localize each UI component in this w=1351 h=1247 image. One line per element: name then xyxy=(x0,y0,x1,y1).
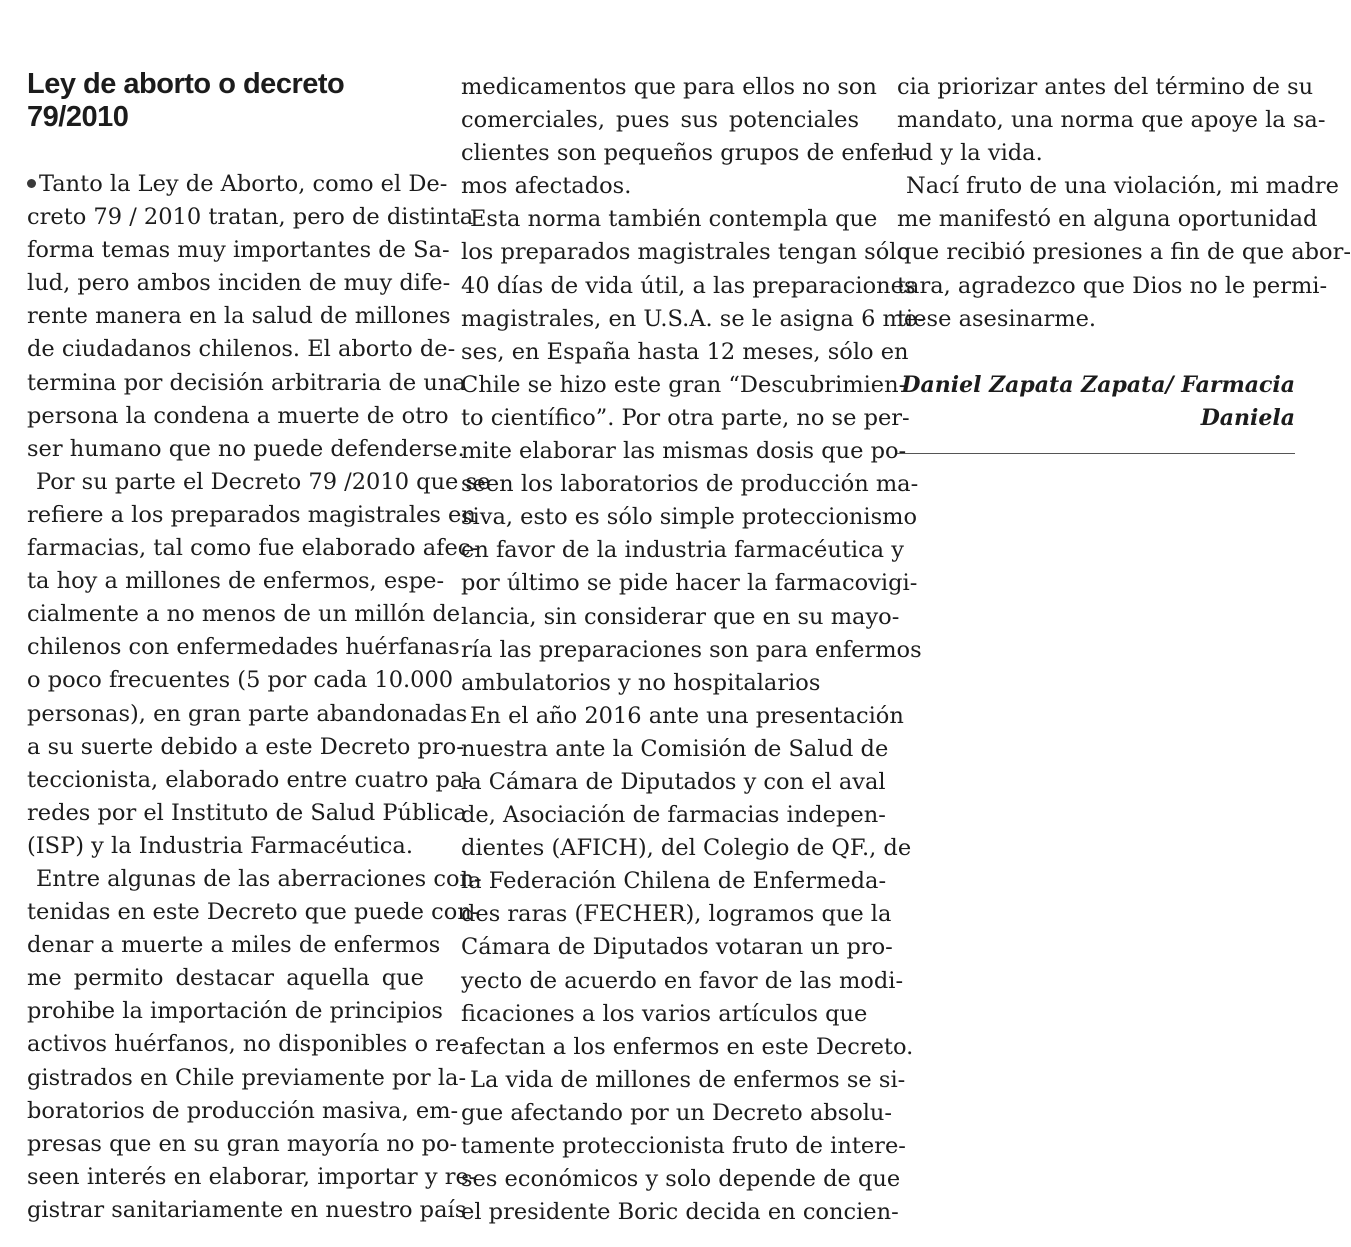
text-line: o poco frecuentes (5 por cada 10.000 xyxy=(27,667,454,694)
text-line: afectan a los enfermos en este Decreto. xyxy=(461,1033,914,1060)
text-line: ambulatorios y no hospitalarios xyxy=(461,669,821,696)
text-line: (ISP) y la Industria Farmacéutica. xyxy=(27,832,413,859)
text-line: refiere a los preparados magistrales en xyxy=(27,501,476,528)
text-line: mandato, una norma que apoye la sa- xyxy=(897,107,1326,134)
signature-line: Daniel Zapata Zapata/ Farmacia xyxy=(901,371,1295,398)
paragraph-6-continued xyxy=(897,71,1326,170)
text-line: lud y la vida. xyxy=(897,140,1043,167)
text-line: boratorios de producción masiva, em- xyxy=(27,1097,459,1124)
text-line: en favor de la industria farmacéutica y xyxy=(461,537,904,564)
text-line: cialmente a no menos de un millón de xyxy=(27,601,461,628)
text-line: gue afectando por un Decreto absolu- xyxy=(461,1099,893,1126)
text-line: denar a muerte a miles de enfermos xyxy=(27,932,441,959)
text-line: La vida de millones de enfermos se si- xyxy=(470,1066,906,1093)
text-line: la Federación Chilena de Enfermeda- xyxy=(461,868,887,895)
text-line: comerciales, pues sus potenciales xyxy=(461,107,859,134)
text-line: Cámara de Diputados votaran un pro- xyxy=(461,934,893,961)
text-line: me manifestó en alguna oportunidad xyxy=(897,206,1318,233)
text-line: activos huérfanos, no disponibles o re- xyxy=(27,1031,467,1058)
paragraph-2 xyxy=(27,466,491,863)
text-line: Tanto la Ley de Aborto, como el De- xyxy=(39,171,448,197)
paragraph-5 xyxy=(461,700,914,1064)
text-line: chilenos con enfermedades huérfanas xyxy=(27,634,460,661)
text-line: medicamentos que para ellos no son xyxy=(461,74,877,100)
text-line: cia priorizar antes del término de su xyxy=(897,74,1314,100)
text-line: tiese asesinarme. xyxy=(897,305,1097,332)
text-line: personas), en gran parte abandonadas xyxy=(27,700,468,727)
paragraph-3-continued xyxy=(461,71,910,203)
text-line: de ciudadanos chilenos. El aborto de- xyxy=(27,336,456,363)
text-line: ta hoy a millones de enfermos, espe- xyxy=(27,568,445,595)
text-line: ses económicos y solo depende de que xyxy=(461,1166,901,1193)
text-line: la Cámara de Diputados y con el aval xyxy=(461,768,886,795)
text-line: tara, agradezco que Dios no le permi- xyxy=(897,272,1328,299)
paragraph-1 xyxy=(27,168,474,466)
text-line: presas que en su gran mayoría no po- xyxy=(27,1130,458,1157)
text-line: mite elaborar las mismas dosis que po- xyxy=(461,438,907,465)
text-line: Esta norma también contempla que xyxy=(470,206,878,233)
text-line: Chile se hizo este gran “Descubrimien- xyxy=(461,371,907,398)
divider xyxy=(897,453,1295,454)
text-line: rente manera en la salud de millones xyxy=(27,303,451,330)
text-line: Por su parte el Decreto 79 /2010 que se xyxy=(36,468,491,495)
paragraph-6 xyxy=(461,1064,906,1229)
text-line: Entre algunas de las aberraciones con- xyxy=(36,865,482,892)
text-line: seen interés en elaborar, importar y re- xyxy=(27,1163,477,1190)
text-line: a su suerte debido a este Decreto pro- xyxy=(27,733,464,760)
text-line: des raras (FECHER), logramos que la xyxy=(461,901,892,928)
text-line: to científico”. Por otra parte, no se per- xyxy=(461,404,910,431)
text-line: farmacias, tal como fue elaborado afec- xyxy=(27,535,478,562)
text-line: dientes (AFICH), del Colegio de QF., de xyxy=(461,835,912,862)
text-line: magistrales, en U.S.A. se le asigna 6 me- xyxy=(461,305,925,332)
text-line: gistrar sanitariamente en nuestro país xyxy=(27,1196,467,1223)
text-line: por último se pide hacer la farmacovigi- xyxy=(461,570,918,597)
text-line: ser humano que no puede defenderse. xyxy=(27,435,465,462)
text-line: tenidas en este Decreto que puede con- xyxy=(27,899,480,926)
text-line: nuestra ante la Comisión de Salud de xyxy=(461,735,889,762)
headline-line: 79/2010 xyxy=(27,101,129,133)
text-line: tamente proteccionista fruto de intere- xyxy=(461,1133,906,1159)
text-line: gistrados en Chile previamente por la- xyxy=(27,1064,467,1091)
text-line: 40 días de vida útil, a las preparaciones xyxy=(461,272,916,299)
text-line: lud, pero ambos inciden de muy dife- xyxy=(27,270,451,297)
text-line: siva, esto es sólo simple proteccionismo xyxy=(461,504,918,531)
text-line: me permito destacar aquella que xyxy=(27,965,424,992)
text-line: de, Asociación de farmacias indepen- xyxy=(461,802,886,829)
text-line: forma temas muy importantes de Sa- xyxy=(27,237,450,264)
paragraph-7 xyxy=(897,170,1351,335)
headline xyxy=(27,68,424,134)
text-line: mos afectados. xyxy=(461,173,632,200)
text-line: En el año 2016 ante una presentación xyxy=(470,702,904,729)
paragraph-3 xyxy=(27,863,482,1227)
author-signature xyxy=(897,369,1295,435)
text-line: yecto de acuerdo en favor de las modi- xyxy=(461,967,904,994)
text-line: seen los laboratorios de producción ma- xyxy=(461,471,919,498)
text-line: termina por decisión arbitraria de una xyxy=(27,369,466,396)
headline-line: Ley de aborto o decreto xyxy=(27,68,345,100)
column-2 xyxy=(461,71,925,1229)
text-line: persona la condena a muerte de otro xyxy=(27,402,449,429)
text-line: prohibe la importación de principios xyxy=(27,998,443,1025)
text-line: que recibió presiones a fin de que abor- xyxy=(897,239,1351,266)
text-line: clientes son pequeños grupos de enfer- xyxy=(461,140,910,167)
text-line: ficaciones a los varios artículos que xyxy=(461,1000,868,1027)
text-line: creto 79 / 2010 tratan, pero de distinta xyxy=(27,204,474,231)
text-line: el presidente Boric decida en concien- xyxy=(461,1199,899,1226)
text-line: lancia, sin considerar que en su mayo- xyxy=(461,603,900,630)
text-line: redes por el Instituto de Salud Pública xyxy=(27,799,467,826)
text-line: ría las preparaciones son para enfermos xyxy=(461,636,922,663)
text-line: los preparados magistrales tengan sólo xyxy=(461,239,911,266)
column-1 xyxy=(27,68,491,1227)
text-line: ses, en España hasta 12 meses, sólo en xyxy=(461,338,909,365)
signature-line: Daniela xyxy=(1200,404,1295,431)
text-line: Nací fruto de una violación, mi madre xyxy=(906,173,1339,200)
paragraph-4 xyxy=(461,203,925,699)
column-3 xyxy=(897,71,1351,454)
bullet-icon xyxy=(27,179,36,188)
text-line: teccionista, elaborado entre cuatro pa- xyxy=(27,766,471,793)
